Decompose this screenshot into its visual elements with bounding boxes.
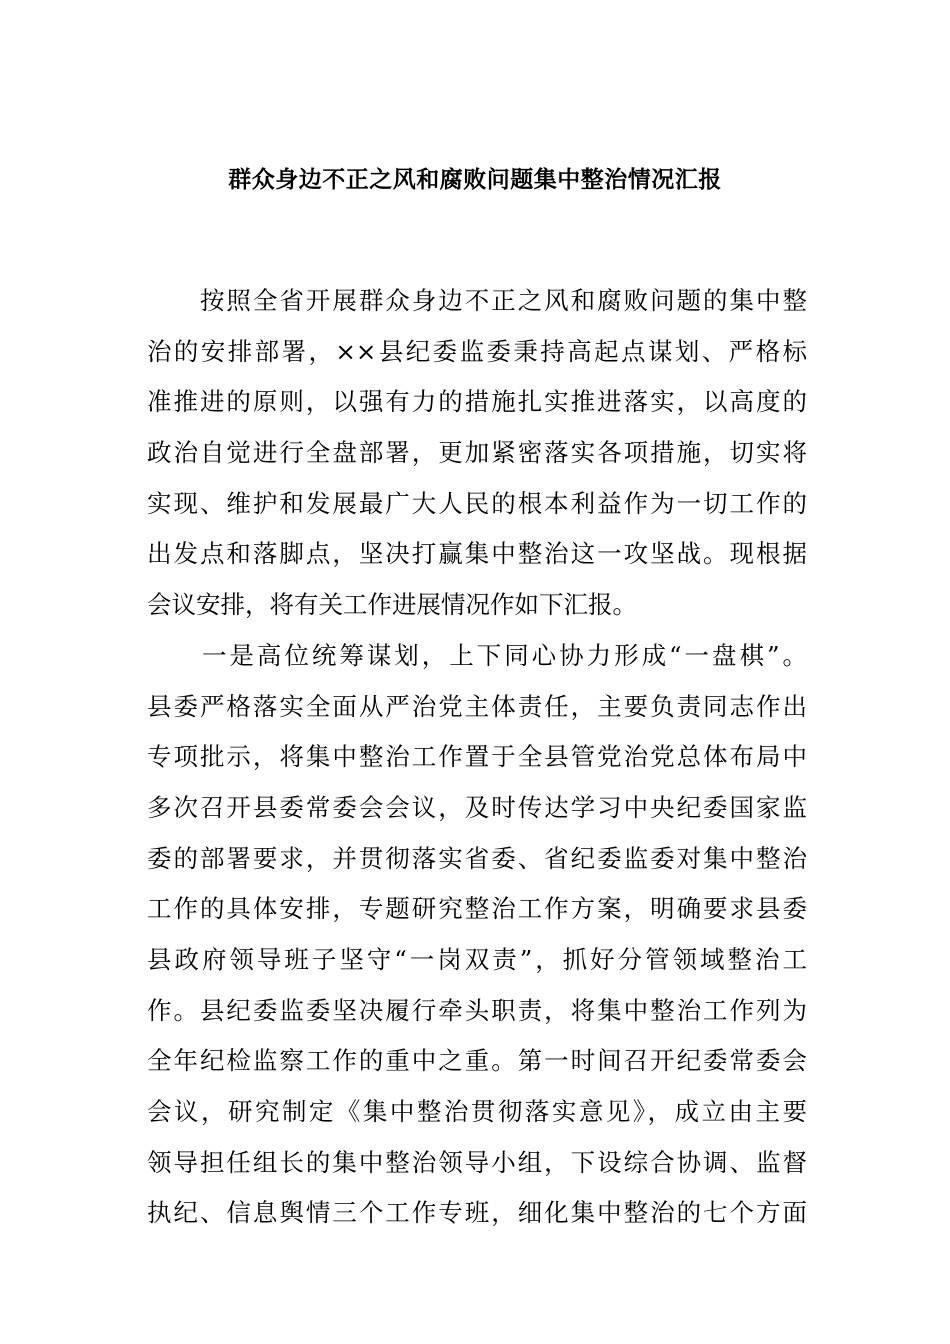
- body-line: 会议安排，将有关工作进展情况作如下汇报。: [147, 590, 637, 620]
- body-line: 工作的具体安排，专题研究整治工作方案，明确要求县委: [147, 894, 807, 924]
- body-line: 领导担任组长的集中整治领导小组，下设综合协调、监督: [147, 1147, 807, 1177]
- body-line: 多次召开县委常委会会议，及时传达学习中央纪委国家监: [147, 792, 807, 822]
- body-line: 按照全省开展群众身边不正之风和腐败问题的集中整: [147, 286, 807, 315]
- body-line: 全年纪检监察工作的重中之重。第一时间召开纪委常委会: [147, 1046, 807, 1076]
- body-line: 专项批示，将集中整治工作置于全县管党治党总体布局中: [147, 742, 807, 772]
- body-line: 政治自觉进行全盘部署，更加紧密落实各项措施，切实将: [147, 438, 807, 468]
- body-line: 实现、维护和发展最广大人民的根本利益作为一切工作的: [147, 488, 807, 518]
- body-line: 治的安排部署，××县纪委监委秉持高起点谋划、严格标: [147, 336, 807, 366]
- body-line: 一是高位统筹谋划，上下同心协力形成“一盘棋”。: [147, 640, 807, 670]
- body-line: 出发点和落脚点，坚决打赢集中整治这一攻坚战。现根据: [147, 539, 807, 569]
- document-body: [147, 276, 807, 1239]
- body-line: 执纪、信息舆情三个工作专班，细化集中整治的七个方面: [147, 1198, 807, 1228]
- body-line: 委的部署要求，并贯彻落实省委、省纪委监委对集中整治: [147, 843, 807, 873]
- body-line: 作。县纪委监委坚决履行牵头职责，将集中整治工作列为: [147, 995, 807, 1025]
- body-line: 县政府领导班子坚守“一岗双责”，抓好分管领域整治工: [147, 944, 807, 974]
- body-line: 准推进的原则，以强有力的措施扎实推进落实，以高度的: [147, 387, 807, 417]
- document-title: 群众身边不正之风和腐败问题集中整治情况汇报: [228, 166, 722, 193]
- body-line: 县委严格落实全面从严治党主体责任，主要负责同志作出: [147, 691, 807, 721]
- body-line: 会议，研究制定《集中整治贯彻落实意见》，成立由主要: [147, 1097, 807, 1126]
